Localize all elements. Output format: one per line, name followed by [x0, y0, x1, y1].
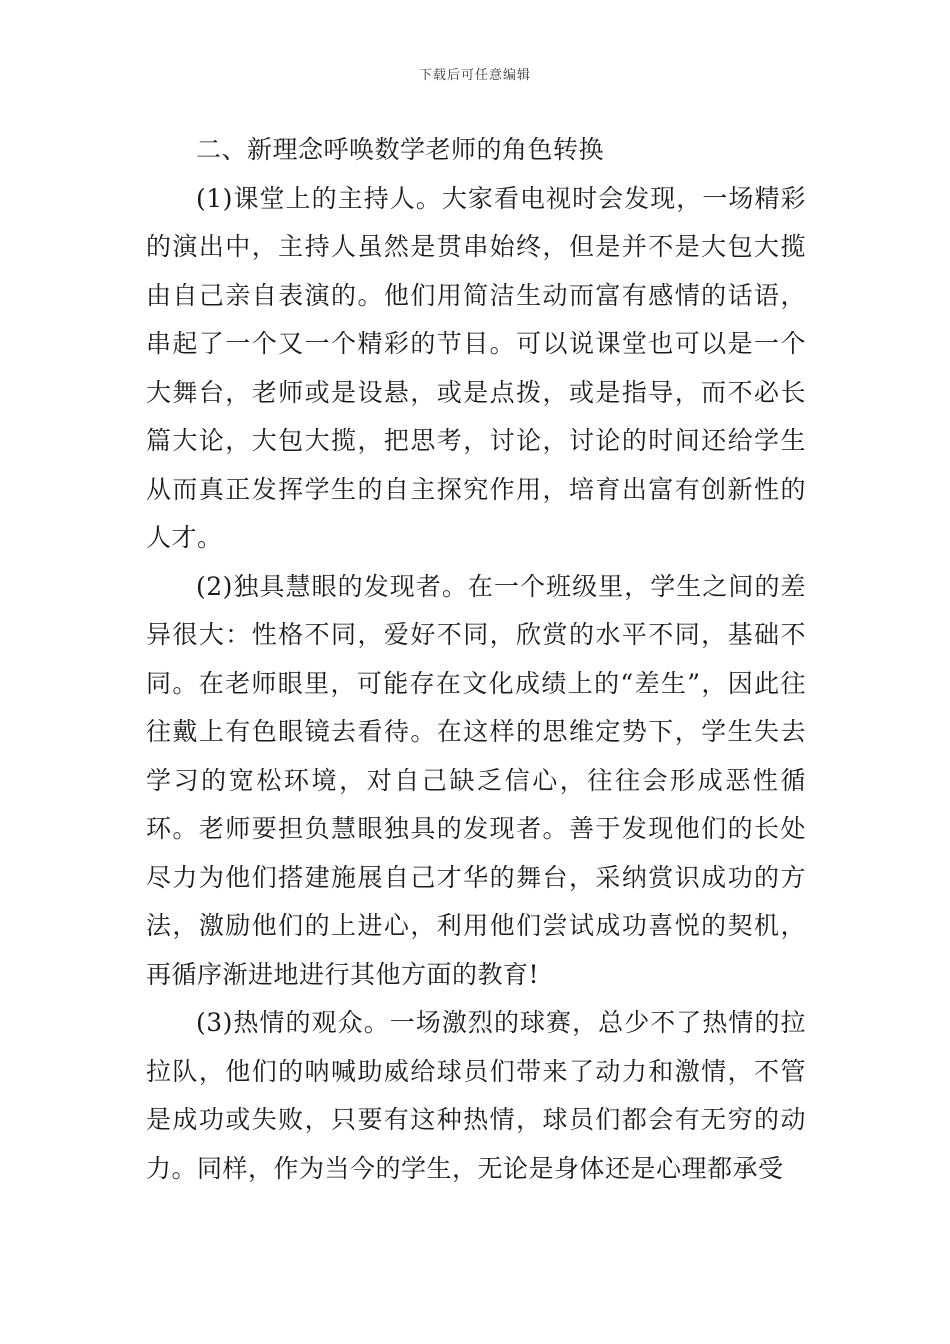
paragraph-audience: (3)热情的观众。一场激烈的球赛，总少不了热情的拉拉队，他们的呐喊助威给球员们带来了动力和激情，不管是成功或失败，只要有这种热情，球员们都会有无穷的动力。同样，作为当今的学生，无论是身体还是心理都承受	[146, 1008, 806, 1183]
paragraph-host: (1)课堂上的主持人。大家看电视时会发现，一场精彩的演出中，主持人虽然是贯串始终，但是并不是大包大揽由自己亲自表演的。他们用简洁生动而富有感情的话语，串起了一个又一个精彩的节目。可以说课堂也可以是一个大舞台，老师或是设悬，或是点拨，或是指导，而不必长篇大论，大包大揽，把思考，讨论，讨论的时间还给学生从而真正发挥学生的自主探究作用，培育出富有创新性的人才。	[146, 183, 806, 552]
paragraph-discoverer: (2)独具慧眼的发现者。在一个班级里，学生之间的差异很大：性格不同，爱好不同，欣赏的水平不同，基础不同。在老师眼里，可能存在文化成绩上的“差生”，因此往往戴上有色眼镜去看待。在这样的思维定势下，学生失去学习的宽松环境，对自己缺乏信心，往往会形成恶性循环。老师要担负慧眼独具的发现者。善于发现他们的长处尽力为他们搭建施展自己才华的舞台，采纳赏识成功的方法，激励他们的上进心，利用他们尝试成功喜悦的契机，再循序渐进地进行其他方面的教育!	[146, 571, 806, 989]
section-heading: 二、新理念呼唤数学老师的角色转换	[196, 135, 605, 164]
page-header-note: 下载后可任意编辑	[418, 68, 531, 83]
document-body	[146, 126, 806, 1193]
